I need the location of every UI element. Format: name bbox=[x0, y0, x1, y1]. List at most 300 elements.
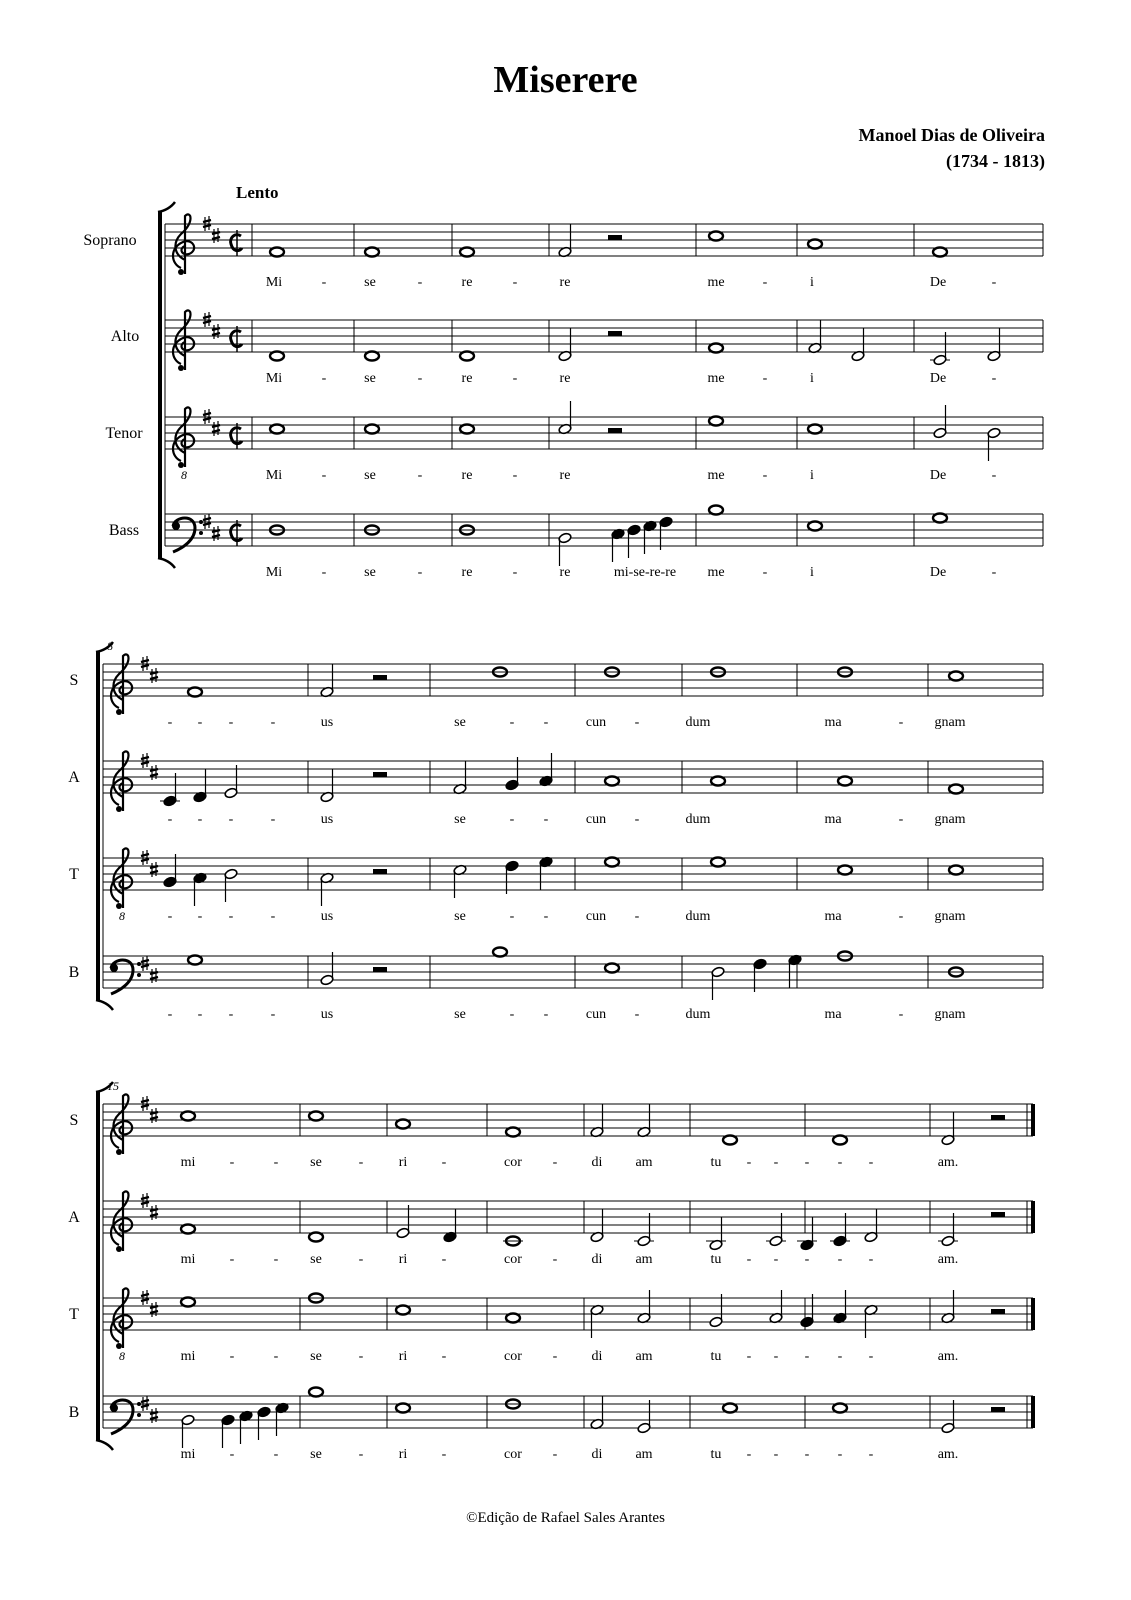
whole-note bbox=[309, 1112, 323, 1121]
bracket-bottom bbox=[96, 1440, 113, 1450]
whole-note bbox=[365, 425, 379, 434]
staff-tenor bbox=[105, 401, 1043, 483]
lyric-syllable: - bbox=[762, 468, 768, 483]
lyric-syllable: ma bbox=[824, 812, 842, 827]
whole-note bbox=[838, 866, 852, 875]
whole-note bbox=[933, 514, 947, 523]
lyric-syllable: - bbox=[417, 565, 423, 580]
lyric-syllable: - bbox=[441, 1447, 447, 1462]
bracket-bottom bbox=[158, 558, 175, 568]
bass-clef-dot-icon bbox=[137, 973, 141, 977]
sharp-icon bbox=[212, 421, 220, 436]
lyric-syllable: dum bbox=[685, 1007, 711, 1022]
half-rest bbox=[991, 1212, 1005, 1217]
bass-clef-head-icon bbox=[172, 522, 180, 530]
lyric-syllable: - bbox=[804, 1349, 810, 1364]
lyric-syllable: cun bbox=[585, 812, 607, 827]
lyric-syllable: - bbox=[229, 1447, 235, 1462]
lyric-syllable: mi bbox=[180, 1349, 196, 1364]
whole-note bbox=[493, 948, 507, 957]
lyric-syllable: - bbox=[228, 812, 234, 827]
lyric-syllable: re bbox=[559, 565, 571, 580]
lyric-syllable: us bbox=[320, 909, 334, 924]
voice-label: B bbox=[68, 1404, 80, 1421]
lyric-syllable: Mi bbox=[265, 275, 283, 290]
lyric-syllable: dum bbox=[685, 909, 711, 924]
lyric-syllable: - bbox=[273, 1447, 279, 1462]
lyric-syllable: us bbox=[320, 715, 334, 730]
lyric-syllable: cun bbox=[585, 1007, 607, 1022]
lyric-syllable: - bbox=[197, 715, 203, 730]
lyric-syllable: - bbox=[868, 1447, 874, 1462]
sharp-icon bbox=[150, 1205, 158, 1220]
treble-clef-icon bbox=[111, 848, 132, 908]
lyric-syllable: se bbox=[310, 1447, 322, 1462]
octave-eight: 8 bbox=[181, 468, 187, 482]
lyric-syllable: Mi bbox=[265, 565, 283, 580]
lyric-syllable: re bbox=[461, 565, 473, 580]
lyric-syllable: di bbox=[591, 1447, 603, 1462]
lyric-syllable: - bbox=[512, 275, 518, 290]
lyric-syllable: ri bbox=[398, 1252, 408, 1267]
lyric-syllable: se bbox=[454, 812, 466, 827]
lyric-syllable: cor bbox=[504, 1252, 522, 1267]
whole-note bbox=[949, 672, 963, 681]
whole-note bbox=[309, 1233, 323, 1242]
lyric-syllable: - bbox=[167, 812, 173, 827]
staff-alto bbox=[111, 310, 1043, 386]
lyric-syllable: ma bbox=[824, 1007, 842, 1022]
whole-note bbox=[833, 1136, 847, 1145]
lyric-syllable: - bbox=[543, 812, 549, 827]
lyric-syllable: - bbox=[634, 1007, 640, 1022]
lyric-syllable: - bbox=[229, 1252, 235, 1267]
lyric-syllable: - bbox=[441, 1349, 447, 1364]
lyric-syllable: - bbox=[543, 715, 549, 730]
whole-note bbox=[188, 688, 202, 697]
whole-note bbox=[188, 956, 202, 965]
lyric-syllable: - bbox=[270, 812, 276, 827]
whole-note bbox=[605, 964, 619, 973]
lyric-syllable: - bbox=[509, 715, 515, 730]
lyric-syllable: - bbox=[837, 1349, 843, 1364]
lyric-syllable: ma bbox=[824, 715, 842, 730]
lyric-syllable: - bbox=[441, 1252, 447, 1267]
whole-note bbox=[808, 522, 822, 531]
sharp-icon bbox=[150, 862, 158, 877]
whole-note bbox=[933, 248, 947, 257]
lyric-syllable: De bbox=[929, 275, 947, 290]
whole-note bbox=[605, 777, 619, 786]
lyric-syllable: - bbox=[509, 1007, 515, 1022]
lyric-syllable: - bbox=[228, 909, 234, 924]
lyric-syllable: - bbox=[762, 565, 768, 580]
whole-note bbox=[711, 777, 725, 786]
lyric-syllable: - bbox=[837, 1252, 843, 1267]
whole-note bbox=[506, 1314, 520, 1323]
treble-clef-dot-icon bbox=[116, 1246, 122, 1252]
lyric-syllable: - bbox=[167, 1007, 173, 1022]
lyric-syllable: - bbox=[167, 909, 173, 924]
composer-dates: (1734 - 1813) bbox=[946, 151, 1045, 171]
lyric-syllable: cun bbox=[585, 715, 607, 730]
lyric-syllable: re bbox=[559, 468, 571, 483]
lyric-syllable: Mi bbox=[265, 468, 283, 483]
sharp-icon bbox=[212, 228, 220, 243]
lyric-syllable: mi bbox=[180, 1447, 196, 1462]
half-rest bbox=[608, 428, 622, 433]
sharp-icon bbox=[150, 1108, 158, 1123]
staff-s bbox=[70, 1094, 1033, 1170]
lyric-syllable: se bbox=[364, 275, 376, 290]
treble-clef-dot-icon bbox=[178, 365, 184, 371]
lyric-syllable: - bbox=[837, 1447, 843, 1462]
lyric-syllable: am bbox=[635, 1155, 653, 1170]
bass-clef-dot-icon bbox=[137, 962, 141, 966]
staff-b bbox=[69, 948, 1043, 1023]
lyric-syllable: di bbox=[591, 1155, 603, 1170]
lyric-syllable: di bbox=[591, 1252, 603, 1267]
lyric-syllable: dum bbox=[685, 812, 711, 827]
lyric-syllable: i bbox=[810, 565, 814, 580]
octave-eight: 8 bbox=[119, 909, 125, 923]
voice-label: Tenor bbox=[105, 425, 143, 442]
staff-a bbox=[68, 1191, 1033, 1267]
lyric-syllable: - bbox=[746, 1155, 752, 1170]
voice-label: S bbox=[69, 672, 79, 689]
bass-clef-dot-icon bbox=[137, 1402, 141, 1406]
voice-label: A bbox=[68, 769, 80, 786]
lyric-syllable: - bbox=[229, 1155, 235, 1170]
staff-a bbox=[68, 751, 1043, 827]
half-rest bbox=[608, 331, 622, 336]
lyric-syllable: - bbox=[228, 1007, 234, 1022]
lyric-syllable: - bbox=[773, 1349, 779, 1364]
lyric-syllable: cor bbox=[504, 1447, 522, 1462]
lyric-syllable: - bbox=[358, 1349, 364, 1364]
lyric-syllable: gnam bbox=[934, 715, 966, 730]
lyric-syllable: tu bbox=[710, 1252, 722, 1267]
whole-note bbox=[181, 1225, 195, 1234]
lyric-syllable: - bbox=[229, 1349, 235, 1364]
staff-bass bbox=[109, 506, 1043, 581]
lyric-syllable: mi bbox=[180, 1155, 196, 1170]
lyric-syllable: - bbox=[804, 1155, 810, 1170]
sharp-icon bbox=[150, 765, 158, 780]
lyric-syllable: - bbox=[762, 371, 768, 386]
lyric-syllable: - bbox=[270, 715, 276, 730]
staff-soprano bbox=[83, 214, 1043, 290]
lyric-syllable: se bbox=[364, 468, 376, 483]
voice-label: B bbox=[68, 964, 80, 981]
half-rest bbox=[991, 1115, 1005, 1120]
lyric-syllable: se bbox=[364, 565, 376, 580]
lyric-syllable: di bbox=[591, 1349, 603, 1364]
sharp-icon bbox=[212, 526, 220, 541]
lyric-syllable: - bbox=[197, 909, 203, 924]
staff-s bbox=[70, 654, 1043, 730]
lyric-syllable: - bbox=[321, 371, 327, 386]
lyric-syllable: i bbox=[810, 275, 814, 290]
score-system bbox=[68, 639, 1043, 1022]
lyric-syllable: - bbox=[509, 812, 515, 827]
whole-note bbox=[808, 425, 822, 434]
bracket-top bbox=[158, 202, 175, 212]
bracket-bottom bbox=[96, 1000, 113, 1010]
lyric-syllable: - bbox=[358, 1447, 364, 1462]
whole-note bbox=[365, 248, 379, 257]
whole-note bbox=[365, 352, 379, 361]
lyric-syllable: - bbox=[543, 1007, 549, 1022]
score-system bbox=[68, 1079, 1033, 1462]
lyric-syllable: se bbox=[454, 909, 466, 924]
whole-note bbox=[506, 1128, 520, 1137]
lyric-syllable: re bbox=[559, 371, 571, 386]
whole-note bbox=[270, 248, 284, 257]
lyric-syllable: - bbox=[552, 1252, 558, 1267]
lyric-syllable: am bbox=[635, 1349, 653, 1364]
voice-label: T bbox=[69, 1306, 79, 1323]
lyric-syllable: tu bbox=[710, 1447, 722, 1462]
lyric-syllable: Mi bbox=[265, 371, 283, 386]
whole-note bbox=[396, 1404, 410, 1413]
treble-clef-icon bbox=[173, 214, 194, 274]
bass-clef-head-icon bbox=[110, 1404, 118, 1412]
whole-note bbox=[709, 417, 723, 426]
measure-number: 15 bbox=[107, 1079, 119, 1093]
octave-eight: 8 bbox=[119, 1349, 125, 1363]
half-rest bbox=[991, 1309, 1005, 1314]
lyric-syllable: De bbox=[929, 468, 947, 483]
treble-clef-icon bbox=[173, 407, 194, 467]
half-rest bbox=[373, 869, 387, 874]
lyric-syllable: - bbox=[441, 1155, 447, 1170]
whole-note bbox=[709, 232, 723, 241]
voice-label: Soprano bbox=[83, 232, 137, 249]
lyric-syllable: us bbox=[320, 812, 334, 827]
lyric-syllable: am. bbox=[937, 1349, 959, 1364]
staff-t bbox=[69, 848, 1043, 924]
whole-note bbox=[838, 777, 852, 786]
lyric-syllable: - bbox=[746, 1349, 752, 1364]
lyric-syllable: - bbox=[898, 909, 904, 924]
lyric-syllable: - bbox=[991, 275, 997, 290]
lyric-syllable: i bbox=[810, 371, 814, 386]
lyric-syllable: - bbox=[270, 909, 276, 924]
bass-clef-head-icon bbox=[110, 964, 118, 972]
whole-note bbox=[949, 866, 963, 875]
lyric-syllable: - bbox=[762, 275, 768, 290]
treble-clef-dot-icon bbox=[116, 1149, 122, 1155]
lyric-syllable: gnam bbox=[934, 1007, 966, 1022]
lyric-syllable: - bbox=[512, 468, 518, 483]
whole-note bbox=[949, 785, 963, 794]
lyric-syllable: - bbox=[634, 812, 640, 827]
lyric-syllable: - bbox=[898, 715, 904, 730]
lyric-syllable: cor bbox=[504, 1155, 522, 1170]
lyric-syllable: am. bbox=[937, 1252, 959, 1267]
lyric-syllable: me bbox=[707, 468, 725, 483]
treble-clef-icon bbox=[111, 654, 132, 714]
tempo-marking: Lento bbox=[236, 183, 279, 202]
lyric-syllable: tu bbox=[710, 1349, 722, 1364]
sharp-icon bbox=[212, 324, 220, 339]
lyric-syllable: mi bbox=[180, 1252, 196, 1267]
whole-note bbox=[460, 425, 474, 434]
lyric-syllable: cun bbox=[585, 909, 607, 924]
lyric-syllable: - bbox=[512, 565, 518, 580]
lyric-syllable: ri bbox=[398, 1155, 408, 1170]
lyric-syllable: - bbox=[868, 1155, 874, 1170]
lyric-syllable: re bbox=[461, 275, 473, 290]
whole-note bbox=[711, 858, 725, 867]
lyric-syllable: me bbox=[707, 275, 725, 290]
lyric-syllable: - bbox=[868, 1349, 874, 1364]
treble-clef-dot-icon bbox=[116, 709, 122, 715]
lyric-syllable: - bbox=[898, 812, 904, 827]
whole-note bbox=[709, 344, 723, 353]
lyric-syllable: dum bbox=[685, 715, 711, 730]
lyric-syllable: re bbox=[461, 371, 473, 386]
lyric-syllable: De bbox=[929, 565, 947, 580]
lyric-syllable: me bbox=[707, 565, 725, 580]
lyric-syllable: - bbox=[321, 468, 327, 483]
lyric-syllable: - bbox=[804, 1252, 810, 1267]
treble-clef-icon bbox=[111, 1288, 132, 1348]
lyric-syllable: re bbox=[559, 275, 571, 290]
whole-note bbox=[709, 506, 723, 515]
lyric-syllable: - bbox=[417, 275, 423, 290]
staff-t bbox=[69, 1288, 1033, 1364]
whole-note bbox=[270, 352, 284, 361]
lyric-syllable: us bbox=[320, 1007, 334, 1022]
lyric-syllable: - bbox=[228, 715, 234, 730]
treble-clef-dot-icon bbox=[116, 806, 122, 812]
lyric-syllable: cor bbox=[504, 1349, 522, 1364]
lyric-syllable: - bbox=[634, 909, 640, 924]
whole-note bbox=[460, 248, 474, 257]
treble-clef-icon bbox=[173, 310, 194, 370]
lyric-syllable: - bbox=[273, 1252, 279, 1267]
lyric-syllable: - bbox=[552, 1447, 558, 1462]
half-rest bbox=[608, 235, 622, 240]
staff-b bbox=[69, 1388, 1033, 1463]
voice-label: Bass bbox=[108, 522, 140, 539]
lyric-syllable: - bbox=[417, 468, 423, 483]
whole-note bbox=[808, 240, 822, 249]
lyric-syllable: - bbox=[197, 812, 203, 827]
half-rest bbox=[373, 675, 387, 680]
whole-note bbox=[460, 352, 474, 361]
lyric-syllable: se bbox=[454, 1007, 466, 1022]
half-rest bbox=[373, 772, 387, 777]
lyric-syllable: ri bbox=[398, 1447, 408, 1462]
lyric-syllable: me bbox=[707, 371, 725, 386]
page-title: Miserere bbox=[493, 59, 638, 101]
lyric-syllable: gnam bbox=[934, 812, 966, 827]
whole-note bbox=[723, 1404, 737, 1413]
whole-note bbox=[396, 1120, 410, 1129]
lyric-syllable: - bbox=[773, 1252, 779, 1267]
lyric-syllable: am. bbox=[937, 1447, 959, 1462]
lyric-syllable: - bbox=[773, 1447, 779, 1462]
lyric-syllable: i bbox=[810, 468, 814, 483]
lyric-syllable: - bbox=[509, 909, 515, 924]
lyric-syllable: - bbox=[321, 565, 327, 580]
treble-clef-dot-icon bbox=[178, 269, 184, 275]
lyric-syllable: - bbox=[552, 1349, 558, 1364]
lyric-syllable: am bbox=[635, 1447, 653, 1462]
lyric-syllable: am bbox=[635, 1252, 653, 1267]
lyric-syllable: - bbox=[321, 275, 327, 290]
voice-label: Alto bbox=[110, 328, 140, 345]
lyric-syllable: se bbox=[310, 1349, 322, 1364]
bass-clef-dot-icon bbox=[199, 531, 203, 535]
lyric-syllable: - bbox=[898, 1007, 904, 1022]
half-rest bbox=[373, 967, 387, 972]
whole-note bbox=[309, 1388, 323, 1397]
lyric-syllable: se bbox=[310, 1155, 322, 1170]
lyric-syllable: - bbox=[197, 1007, 203, 1022]
lyric-syllable: - bbox=[358, 1155, 364, 1170]
lyric-syllable: gnam bbox=[934, 909, 966, 924]
lyric-syllable: ri bbox=[398, 1349, 408, 1364]
lyric-syllable: am. bbox=[937, 1155, 959, 1170]
voice-label: T bbox=[69, 866, 79, 883]
lyric-syllable: - bbox=[991, 565, 997, 580]
lyric-syllable: - bbox=[868, 1252, 874, 1267]
lyric-syllable: mi-se-re-re bbox=[613, 565, 677, 580]
lyric-syllable: - bbox=[634, 715, 640, 730]
lyric-syllable: - bbox=[804, 1447, 810, 1462]
whole-note bbox=[396, 1306, 410, 1315]
bass-clef-dot-icon bbox=[137, 1413, 141, 1417]
lyric-syllable: - bbox=[991, 468, 997, 483]
lyric-syllable: - bbox=[837, 1155, 843, 1170]
whole-note bbox=[181, 1298, 195, 1307]
whole-note bbox=[723, 1136, 737, 1145]
copyright-footer: ©Edição de Rafael Sales Arantes bbox=[466, 1510, 665, 1526]
sharp-icon bbox=[150, 1408, 158, 1423]
lyric-syllable: - bbox=[167, 715, 173, 730]
lyric-syllable: se bbox=[454, 715, 466, 730]
sharp-icon bbox=[150, 968, 158, 983]
lyric-syllable: - bbox=[543, 909, 549, 924]
lyric-syllable: - bbox=[270, 1007, 276, 1022]
lyric-syllable: - bbox=[773, 1155, 779, 1170]
measure-number: 8 bbox=[107, 639, 113, 653]
lyric-syllable: De bbox=[929, 371, 947, 386]
lyric-syllable: - bbox=[273, 1349, 279, 1364]
lyric-syllable: - bbox=[746, 1252, 752, 1267]
voice-label: S bbox=[69, 1112, 79, 1129]
treble-clef-icon bbox=[111, 751, 132, 811]
lyric-syllable: se bbox=[310, 1252, 322, 1267]
whole-note bbox=[833, 1404, 847, 1413]
lyric-syllable: - bbox=[273, 1155, 279, 1170]
whole-note bbox=[181, 1112, 195, 1121]
lyric-syllable: - bbox=[358, 1252, 364, 1267]
treble-clef-icon bbox=[111, 1094, 132, 1154]
lyric-syllable: tu bbox=[710, 1155, 722, 1170]
lyric-syllable: - bbox=[417, 371, 423, 386]
whole-note bbox=[270, 425, 284, 434]
voice-label: A bbox=[68, 1209, 80, 1226]
lyric-syllable: - bbox=[512, 371, 518, 386]
sharp-icon bbox=[150, 668, 158, 683]
lyric-syllable: se bbox=[364, 371, 376, 386]
half-rest bbox=[991, 1407, 1005, 1412]
